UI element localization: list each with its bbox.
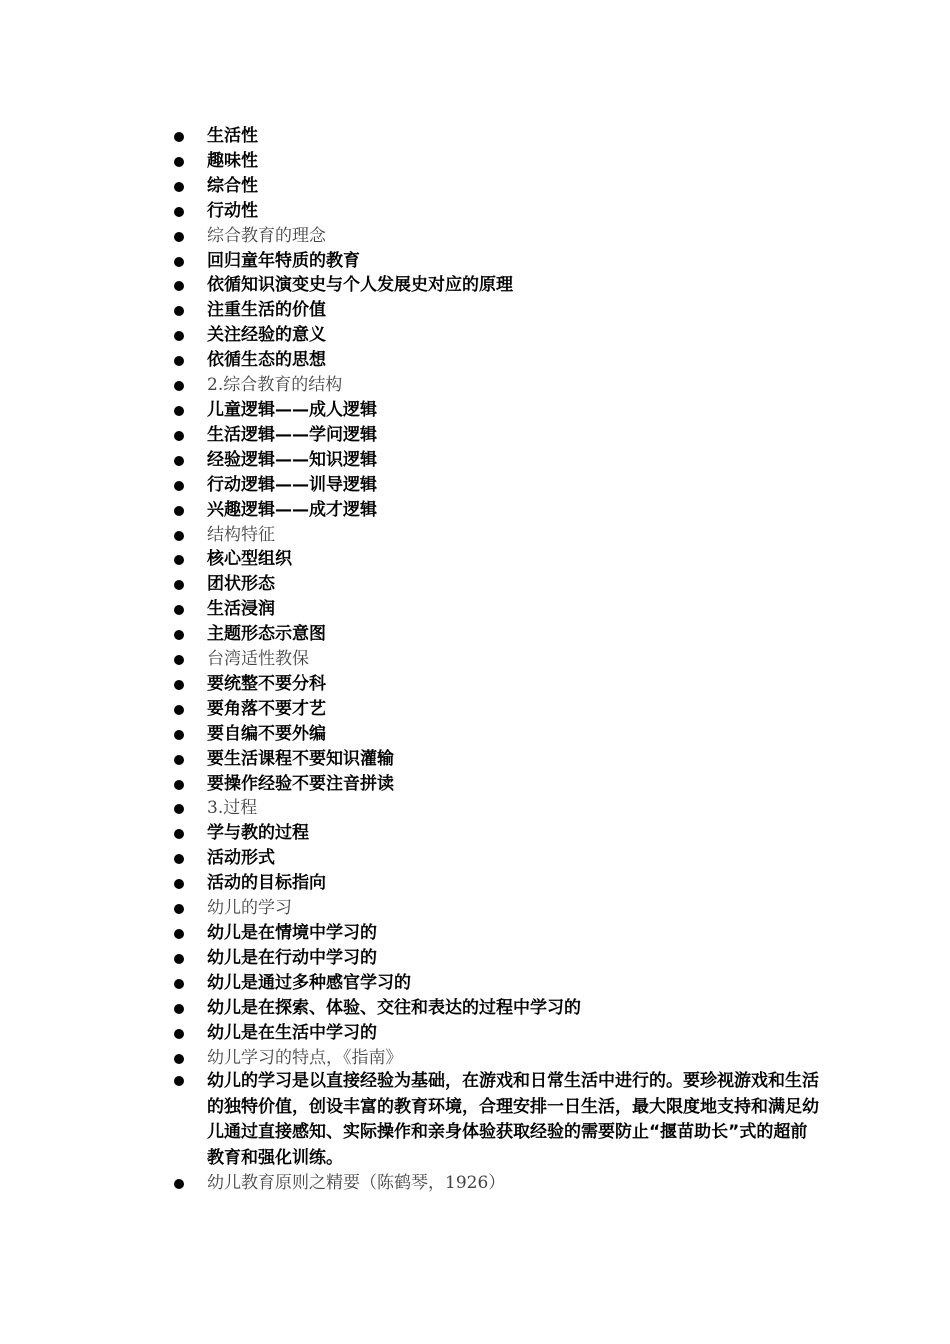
bullet-icon [174,680,184,690]
bullet-icon [174,804,184,814]
item-text: 依循生态的思想 [207,350,326,371]
section-heading: 幼儿学习的特点，《指南》 [207,1047,403,1068]
section-heading: 结构特征 [207,524,275,545]
bullet-icon [174,132,184,142]
item-text: 要生活课程不要知识灌输 [207,748,394,769]
list-item [172,772,822,797]
bullet-icon [174,281,184,291]
list-item [172,373,822,398]
bullet-icon [174,630,184,640]
item-text: 活动形式 [207,848,275,869]
bullet-icon [174,580,184,590]
list-item [172,348,822,373]
bullet-icon [174,1179,184,1189]
section-heading: 幼儿的学习 [207,898,292,919]
bullet-icon [174,780,184,790]
bullet-icon [174,431,184,441]
list-item [172,498,822,523]
list-item [172,747,822,772]
bullet-icon [174,182,184,192]
bullet-icon [174,954,184,964]
item-text: 行动逻辑——训导逻辑 [207,474,377,495]
bullet-icon [174,356,184,366]
item-text: 关注经验的意义 [207,325,326,346]
list-item [172,473,822,498]
list-item [172,423,822,448]
item-text: 兴趣逻辑——成才逻辑 [207,499,377,520]
bullet-icon [174,406,184,416]
list-item [172,647,822,672]
bullet-icon [174,705,184,715]
item-text: 生活浸润 [207,599,275,620]
item-text: 团状形态 [207,574,275,595]
item-text: 注重生活的价值 [207,300,326,321]
list-item [172,846,822,871]
section-heading: 综合教育的理念 [207,225,326,246]
bullet-icon [174,904,184,914]
item-text: 趣味性 [207,150,258,171]
bullet-icon [174,1076,184,1086]
bullet-icon [174,456,184,466]
section-heading: 幼儿教育原则之精要（陈鹤琴，1926） [207,1173,506,1194]
item-text: 依循知识演变史与个人发展史对应的原理 [207,275,513,296]
list-item [172,523,822,548]
list-item [172,323,822,348]
section-heading: 3.过程 [207,798,258,819]
list-item [172,273,822,298]
item-text: 综合性 [207,175,258,196]
item-text: 回归童年特质的教育 [207,250,360,271]
list-item [172,547,822,572]
item-text: 生活性 [207,126,258,146]
bullet-icon [174,979,184,989]
list-item [172,821,822,846]
list-item [172,722,822,747]
item-text: 主题形态示意图 [207,624,326,645]
section-heading: 2.综合教育的结构 [207,375,343,396]
list-item [172,1046,822,1071]
bullet-icon [174,755,184,765]
list-item [172,174,822,199]
bullet-icon [174,829,184,839]
bullet-icon [174,655,184,665]
list-item [172,224,822,249]
item-text: 幼儿是在情境中学习的 [207,923,377,943]
item-text: 活动的目标指向 [207,873,326,894]
item-text: 幼儿是在行动中学习的 [207,947,377,968]
bullet-list [172,124,822,1196]
bullet-icon [174,481,184,491]
list-item [172,298,822,323]
list-item [172,672,822,697]
list-item [172,622,822,647]
list-item [172,946,822,971]
item-text: 学与教的过程 [207,823,309,844]
list-item [172,896,822,921]
section-heading: 台湾适性教保 [207,649,309,670]
bullet-icon [174,306,184,316]
list-item [172,149,822,174]
item-text: 幼儿是在探索、体验、交往和表达的过程中学习的 [207,997,581,1018]
item-text: 要角落不要才艺 [207,698,326,719]
bullet-icon [174,506,184,516]
bullet-icon [174,929,184,939]
bullet-icon [174,331,184,341]
bullet-icon [174,879,184,889]
bullet-icon [174,531,184,541]
list-item [172,448,822,473]
item-text: 要操作经验不要注音拼读 [207,773,394,794]
list-item [172,1171,822,1196]
bullet-icon [174,605,184,615]
item-text: 要自编不要外编 [207,723,326,744]
item-text: 幼儿是通过多种感官学习的 [207,972,411,993]
list-item [172,124,822,149]
list-item [172,971,822,996]
list-item [172,249,822,274]
list-item [172,921,822,946]
list-item [172,398,822,423]
item-text: 经验逻辑——知识逻辑 [207,449,377,470]
bullet-icon [174,157,184,167]
list-item [172,996,822,1021]
bullet-icon [174,1004,184,1014]
bullet-icon [174,381,184,391]
list-item [172,697,822,722]
bullet-icon [174,730,184,740]
item-text: 儿童逻辑——成人逻辑 [207,399,377,420]
bullet-icon [174,1054,184,1064]
bullet-icon [174,1029,184,1039]
bullet-icon [174,232,184,242]
bullet-icon [174,854,184,864]
list-item [172,1069,822,1171]
item-text: 要统整不要分科 [207,673,326,694]
list-item [172,796,822,821]
item-text: 行动性 [207,200,258,221]
list-item [172,871,822,896]
list-item [172,1021,822,1046]
item-text: 核心型组织 [207,549,292,570]
paragraph-text: 幼儿的学习是以直接经验为基础，在游戏和日常生活中进行的。要珍视游戏和生活的独特价值，创设丰富的教育环境，合理安排一日生活，最大限度地支持和满足幼儿通过直接感知、实际操作和亲身体验获取经验的需要防止“揠苗助长”式的超前教育和强化训练。 [207,1071,819,1168]
list-item [172,572,822,597]
bullet-icon [174,555,184,565]
item-text: 幼儿是在生活中学习的 [207,1022,377,1043]
list-item [172,597,822,622]
item-text: 生活逻辑——学问逻辑 [207,424,377,445]
bullet-icon [174,257,184,267]
list-item [172,199,822,224]
bullet-icon [174,207,184,217]
